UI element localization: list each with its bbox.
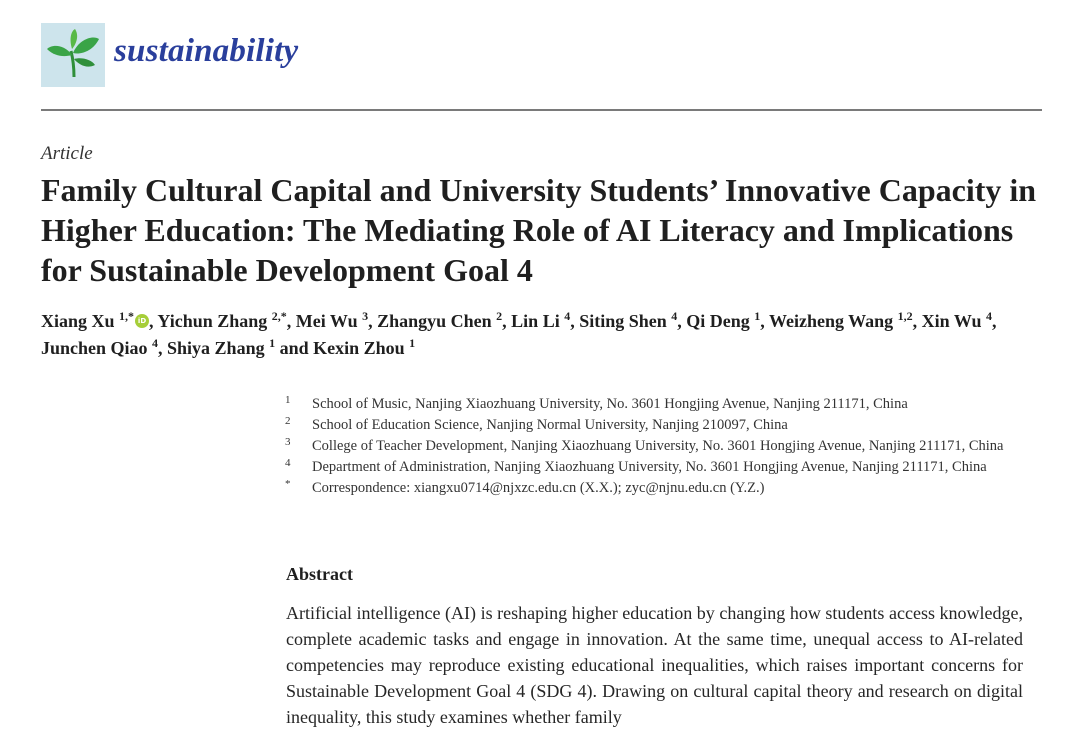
author-name[interactable]: Qi Deng	[686, 311, 750, 331]
author-affiliation-marker: 1,2	[897, 309, 913, 323]
affiliation-marker: *	[285, 478, 291, 490]
journal-name[interactable]: sustainability	[114, 33, 299, 69]
author-affiliation-marker: 1	[754, 309, 761, 323]
article-type: Article	[41, 143, 93, 164]
affiliation-item	[285, 394, 1025, 415]
author-affiliation-marker: 2,*	[271, 309, 287, 323]
author-name[interactable]: Xin Wu	[921, 311, 982, 331]
author-affiliation-marker: 3	[362, 309, 369, 323]
author-name[interactable]: Kexin Zhou	[313, 338, 405, 358]
author-entry	[377, 311, 502, 331]
author-entry	[41, 338, 158, 358]
author-list: Xiang Xu $^{1,*}$ iD , Yichun Zhang $^{2,*}$, Mei Wu $^3$, Zhangyu Chen $^2$, Lin Li $^4$, Siting Shen $^4$, Qi Deng $^1$, Weizheng Wang $^{1,2}$, Xin Wu $^4$, Junchen Qiao $^4$, Shiya Zhang $^1$ and Kexin Zhou $^1$	[41, 309, 997, 358]
author-name[interactable]: Junchen Qiao	[41, 338, 148, 358]
author-affiliation-marker: 4	[986, 309, 993, 323]
affiliation-item	[285, 436, 1025, 457]
affiliation-text: School of Education Science, Nanjing Normal University, Nanjing 210097, China	[312, 417, 788, 433]
affiliation-marker: 3	[285, 436, 291, 448]
author-entry	[167, 338, 275, 358]
affiliation-marker: 1	[285, 394, 291, 406]
affiliation-item	[285, 457, 1025, 478]
header-divider	[41, 109, 1042, 111]
affiliation-item	[285, 415, 1025, 436]
author-affiliation-marker: 1	[269, 336, 276, 350]
author-entry	[769, 311, 913, 331]
author-name[interactable]: Siting Shen	[579, 311, 667, 331]
author-entry	[579, 311, 677, 331]
affiliation-text: College of Teacher Development, Nanjing Xiaozhuang University, No. 3601 Hongjing Avenue, Nanjing 211171, China	[312, 438, 1004, 454]
author-entry	[511, 311, 570, 331]
sprout-leaf-icon	[41, 23, 105, 87]
article-title: Family Cultural Capital and University Students’ Innovative Capacity in Higher Education: The Mediating Role of AI Literacy and Implications for Sustainable Development Goal 4	[41, 172, 1037, 288]
author-entry	[157, 311, 286, 331]
author-entry	[922, 311, 992, 331]
author-affiliation-marker: 2	[496, 309, 503, 323]
author-entry	[686, 311, 760, 331]
author-entry	[313, 338, 415, 358]
author-name[interactable]: Shiya Zhang	[167, 338, 265, 358]
affiliation-text: Correspondence: xiangxu0714@njxzc.edu.cn (X.X.); zyc@njnu.edu.cn (Y.Z.)	[312, 480, 765, 496]
affiliation-text: School of Music, Nanjing Xiaozhuang University, No. 3601 Hongjing Avenue, Nanjing 211171, China	[312, 396, 908, 412]
author-affiliation-marker: 4	[152, 336, 159, 350]
author-entry	[296, 311, 368, 331]
author-entry	[41, 311, 149, 331]
author-affiliation-marker: 1,*	[119, 309, 135, 323]
affiliation-item	[285, 478, 1025, 499]
author-conjunction: and	[275, 338, 314, 358]
affiliation-list	[285, 394, 1025, 499]
author-name[interactable]: Mei Wu	[295, 311, 358, 331]
author-name[interactable]: Lin Li	[511, 311, 560, 331]
author-name[interactable]: Xiang Xu	[41, 311, 115, 331]
abstract-text: Artificial intelligence (AI) is reshaping higher education by changing how students access knowledge, complete academic tasks and engage in innovation. At the same time, unequal access to AI-related competencies may reproduce existing educational inequalities, which raises important concerns for Sustainable Development Goal 4 (SDG 4). Drawing on cultural capital theory and research on digital inequality, this study examines whether family	[286, 603, 1023, 727]
affiliation-marker: 4	[285, 457, 291, 469]
orcid-icon[interactable]: iD	[135, 314, 149, 328]
author-name[interactable]: Weizheng Wang	[768, 311, 894, 331]
author-affiliation-marker: 1	[409, 336, 416, 350]
affiliation-text: Department of Administration, Nanjing Xiaozhuang University, No. 3601 Hongjing Avenue, Nanjing 211171, China	[312, 459, 987, 475]
author-name[interactable]: Zhangyu Chen	[377, 311, 492, 331]
author-affiliation-marker: 4	[564, 309, 571, 323]
affiliation-marker: 2	[285, 415, 291, 427]
abstract-heading: Abstract	[286, 564, 353, 584]
journal-logo	[41, 23, 105, 87]
author-affiliation-marker: 4	[671, 309, 678, 323]
author-name[interactable]: Yichun Zhang	[157, 311, 268, 331]
